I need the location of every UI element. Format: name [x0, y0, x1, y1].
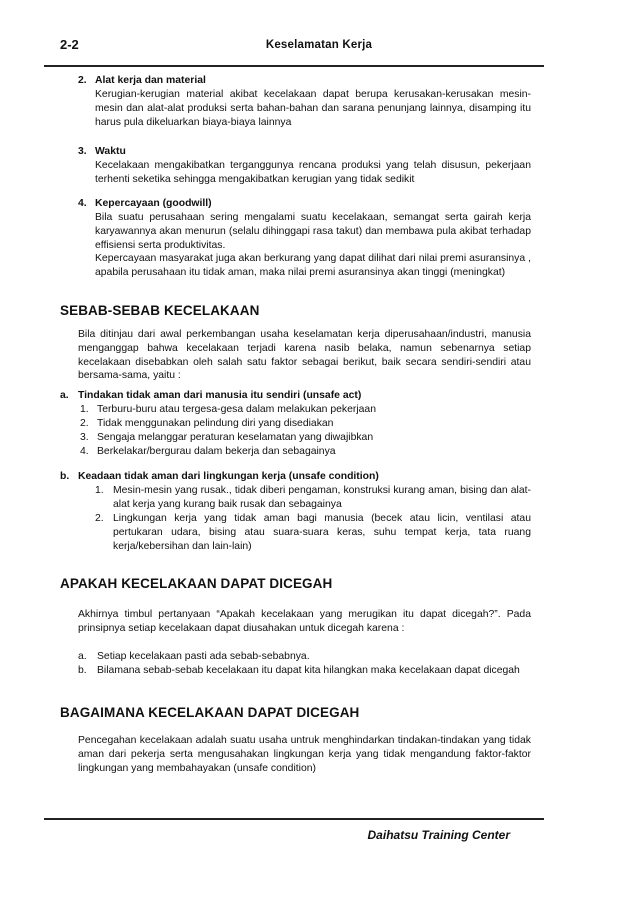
page-header-title: Keselamatan Kerja	[265, 39, 373, 51]
causes-a-label: a.	[60, 390, 69, 401]
footer-divider	[44, 818, 544, 820]
loss-item-number: 3.	[78, 146, 87, 157]
causes-intro: Bila ditinjau dari awal perkembangan usaha keselamatan kerja diperusahaan/industri, manusia menganggap bahwa kecelakaan terjadi karena nasib belaka, namun sebenarnya setiap kecelakaan disebabkan oleh salah satu faktor sebagai berikut, baik secara sendiri-sendiri atau bersama-sama, yaitu :	[78, 329, 531, 382]
list-item-number: 1.	[95, 485, 104, 496]
loss-item-title: Kepercayaan (goodwill)	[95, 198, 212, 209]
list-item: Setiap kecelakaan pasti ada sebab-sebabnya.	[97, 651, 310, 662]
loss-item-number: 4.	[78, 198, 87, 209]
section-heading-prevent: APAKAH KECELAKAAN DAPAT DICEGAH	[60, 576, 333, 591]
list-item-label: a.	[78, 651, 87, 662]
list-item-label: b.	[78, 665, 87, 676]
section-heading-causes: SEBAB-SEBAB KECELAKAAN	[60, 303, 260, 318]
list-item: Mesin-mesin yang rusak., tidak diberi pengaman, konstruksi kurang aman, bising dan alat-alat kerja yang kurang baik rusak dan sebagainya	[113, 485, 531, 510]
list-item-number: 2.	[95, 513, 104, 524]
list-item-number: 4.	[80, 446, 89, 457]
loss-item-number: 2.	[78, 75, 87, 86]
prevent-intro: Akhirnya timbul pertanyaan “Apakah kecelakaan yang merugikan itu dapat dicegah?”. Pada prinsipnya setiap kecelakaan dapat diusahakan untuk dicegah karena :	[78, 609, 531, 634]
list-item-number: 3.	[80, 432, 89, 443]
header-divider	[44, 65, 544, 67]
list-item: Sengaja melanggar peraturan keselamatan yang diwajibkan	[97, 432, 374, 443]
list-item: Berkelakar/bergurau dalam bekerja dan sebagainya	[97, 446, 336, 457]
list-item-number: 1.	[80, 404, 89, 415]
loss-item-text-continued: Kepercayaan masyarakat juga akan berkurang yang dapat dilihat dari nilai premi asuransinya , apabila perusahaan itu tidak aman, maka nilai premi asuransinya akan tinggi (meningkat)	[95, 253, 531, 278]
causes-b-label: b.	[60, 471, 70, 482]
how-text: Pencegahan kecelakaan adalah suatu usaha untruk menghindarkan tindakan-tindakan yang tidak aman dari pekerja serta mengusahakan lingkungan kerja yang tidak mengandung faktor-faktor lingkungan yang membahayakan (unsafe condition)	[78, 735, 531, 774]
loss-item-text: Kecelakaan mengakibatkan terganggunya rencana produksi yang telah disusun, pekerjaan terhenti seketika sehingga mengakibatkan kerugian yang tidak sedikit	[95, 160, 531, 185]
causes-b-title: Keadaan tidak aman dari lingkungan kerja (unsafe condition)	[78, 471, 379, 482]
page-number: 2-2	[60, 37, 79, 52]
loss-item-text: Bila suatu perusahaan sering mengalami suatu kecelakaan, semangat serta gairah kerja karyawannya akan menurun (selalu dihinggapi rasa takut) dan membawa pula akibat terhadap effisiensi serta produktivitas.	[95, 212, 531, 251]
footer-text: Daihatsu Training Center	[367, 828, 510, 842]
list-item-number: 2.	[80, 418, 89, 429]
list-item: Terburu-buru atau tergesa-gesa dalam melakukan pekerjaan	[97, 404, 376, 415]
list-item: Tidak menggunakan pelindung diri yang disediakan	[97, 418, 334, 429]
loss-item-title: Alat kerja dan material	[95, 75, 206, 86]
list-item: Bilamana sebab-sebab kecelakaan itu dapat kita hilangkan maka kecelakaan dapat dicegah	[97, 665, 520, 676]
list-item: Lingkungan kerja yang tidak aman bagi manusia (becek atau licin, ventilasi atau pertukaran udara, bising atau suara-suara keras, suhu tempat kerja, tata ruang kerja/kebersihan dan lain-lain)	[113, 513, 531, 552]
loss-item-title: Waktu	[95, 146, 126, 157]
causes-a-title: Tindakan tidak aman dari manusia itu sendiri (unsafe act)	[78, 390, 362, 401]
section-heading-how: BAGAIMANA KECELAKAAN DAPAT DICEGAH	[60, 705, 360, 720]
loss-item-text: Kerugian-kerugian material akibat kecelakaan dapat berupa kerusakan-kerusakan mesin-mesin dan alat-alat produksi serta bahan-bahan dan sarana penunjang lainnya, disamping itu harus pula dikeluarkan biaya-biaya lainnya	[95, 89, 531, 128]
